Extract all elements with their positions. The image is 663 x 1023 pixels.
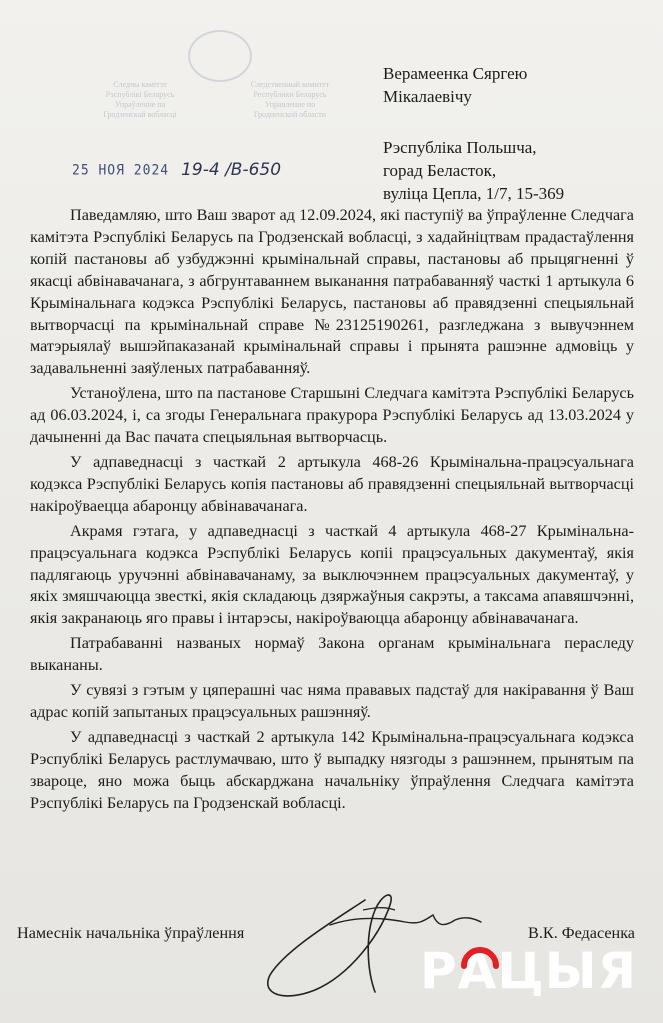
paragraph: Устаноўлена, што па пастанове Старшыні Следчага камітэта Рэспублікі Беларусь ад 06.03.2024, і, са згоды Генеральнага пракурора Рэспублікі Беларусь ад 13.03.2024 у дачыненні да Вас пачата спецыяльная вытворчасць. xyxy=(30,384,634,447)
addressee-address xyxy=(383,136,564,205)
paragraph: Патрабаванні названых нормаў Закона органам крымінальнага пераследу выкананы. xyxy=(30,634,634,675)
paragraph: У адпаведнасці з часткай 2 артыкула 142 Крымінальна-працэсуальнага кодэкса Рэспублікі Беларусь растлумачваю, што ў выпадку нязгоды з рашэннем, прынятым па звароце, яно можа быць абскарджана начальніку ўпраўлення Следчага камітэта Рэспублікі Беларусь па Гродзенскай вобласці. xyxy=(30,727,634,812)
letterhead-line: Рэспублікі Беларусь xyxy=(105,90,175,99)
logo-text: РАЦЫЯ xyxy=(420,942,638,1000)
letterhead xyxy=(80,30,350,150)
letterhead-line: Управление по xyxy=(264,100,316,109)
addressee-surname: Верамеенка Сяргею xyxy=(383,64,528,83)
paragraph: Акрамя гэтага, у адпаведнасці з часткай 4 артыкула 468-27 Крымінальна-працэсуальнага кодэкса Рэспублікі Беларусь копіі працэсуальных дакументаў, якія падлягаюць уручэнні абвінавачанаму, за выключэннем працэсуальных дакументаў, у якіх змяшчаюцца звесткі, якія складаюць дзяржаўныя сакрэты, а таксама апавяшчэнні, якія закранаюць яго правы і інтарэсы, накіроўваюцца абаронцу абвінавачанага. xyxy=(30,521,634,628)
letterhead-line: Республики Беларусь xyxy=(253,90,327,99)
signatory-position: Намеснік начальніка ўпраўлення xyxy=(17,924,245,942)
letter-body xyxy=(30,205,634,814)
addressee-patronymic: Мікалаевічу xyxy=(383,87,472,106)
signatory-name: В.К. Федасенка xyxy=(528,924,635,942)
racyja-logo-watermark xyxy=(420,940,640,1010)
paragraph: У сувязі з гэтым у цяперашні час няма прававых падстаў для накіравання ў Ваш адрас копій запытаных працэсуальных рашэнняў. xyxy=(30,681,634,721)
letterhead-line: Следственный комитет xyxy=(250,80,330,89)
address-country: Рэспубліка Польшча, xyxy=(383,138,537,157)
registration-stamp xyxy=(72,160,281,184)
paragraph: Паведамляю, што Ваш зварот ад 12.09.2024, які паступіў ва ўпраўленне Следчага камітэта Рэспублікі Беларусь па Гродзенскай вобласці, з хадайніцтвам прадастаўлення копій пастановы аб узбуджэнні крымінальнай справы, пастановы аб прыцягненні ў якасці абвінавачанага, з абгрунтаваннем выканання патрабаванняў часткі 1 артыкула 6 Крымінальнага кодэкса Рэспублікі Беларусь, пастановы аб правядзенні спецыяльнай вытворчасці па крымінальнай справе №23125190261, разгледжана з вывучэннем матэрыялаў вышэйпаказанай крымінальнай справы і прынята рашэнне адмовіць у задавальненні заяўленых патрабаванняў. xyxy=(30,206,634,378)
registration-number: 19-4 /В-650 xyxy=(181,160,282,180)
letterhead-line: Упраўленне па xyxy=(114,100,166,109)
letterhead-line: Следчы камітэт xyxy=(113,80,167,89)
letterhead-right xyxy=(230,80,350,120)
address-city: горад Беласток, xyxy=(383,161,497,180)
registration-date: 25 НОЯ 2024 xyxy=(72,161,170,179)
letterhead-line: Гродзенскай вобласці xyxy=(103,110,177,119)
paragraph: У адпаведнасці з часткай 2 артыкула 468-26 Крымінальна-працэсуальнага кодэкса Рэспублікі Беларусь копія пастановы аб правядзенні спецыяльнай вытворчасці накіроўваецца абаронцу абвінавачанага. xyxy=(30,452,634,515)
letterhead-line: Гродненской области xyxy=(253,110,327,119)
letterhead-left xyxy=(80,80,200,120)
address-street: вуліца Цепла, 1/7, 15-369 xyxy=(383,184,565,203)
state-emblem-icon xyxy=(188,30,252,82)
addressee xyxy=(383,62,527,108)
radio-wave-icon xyxy=(458,932,502,976)
